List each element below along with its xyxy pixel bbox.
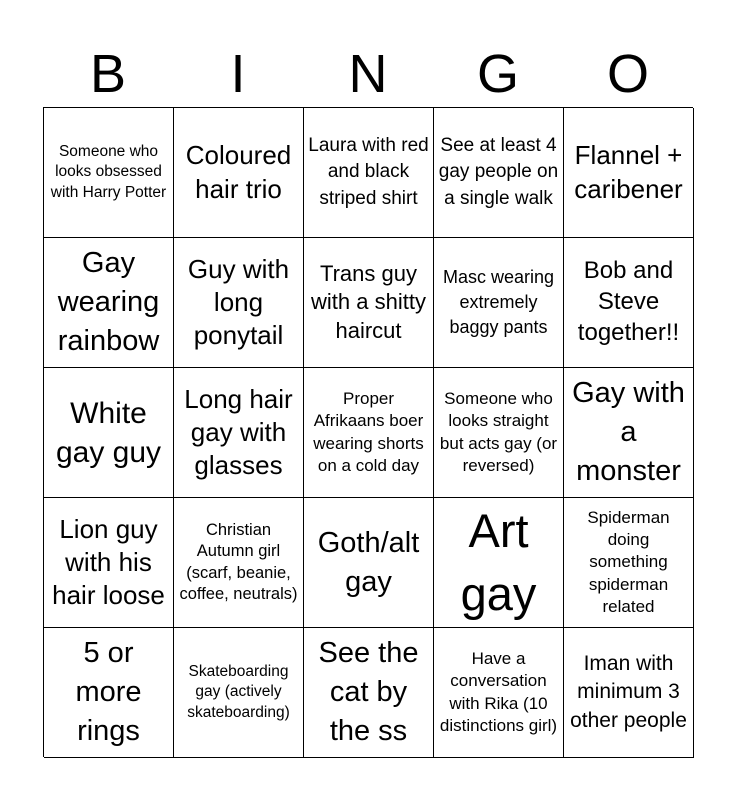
cell-text: Skateboarding gay (actively skateboarding) xyxy=(187,663,290,721)
cell-text: See at least 4 gay people on a single walk xyxy=(438,135,559,209)
bingo-cell[interactable] xyxy=(44,628,174,758)
cell-text: Spiderman doing something spiderman related xyxy=(587,508,670,616)
bingo-cell[interactable] xyxy=(44,368,174,498)
cell-text: Lion guy with his hair loose xyxy=(52,513,165,611)
bingo-cell[interactable] xyxy=(174,108,304,238)
bingo-cell[interactable] xyxy=(564,498,694,628)
cell-text: Goth/alt gay xyxy=(317,526,420,598)
header-letter-i: I xyxy=(230,44,246,104)
bingo-cell[interactable] xyxy=(44,498,174,628)
cell-text: Iman with minimum 3 other people xyxy=(570,652,687,732)
bingo-cell[interactable] xyxy=(564,368,694,498)
cell-text: Masc wearing extremely baggy pants xyxy=(442,267,555,337)
bingo-cell[interactable] xyxy=(564,238,694,368)
cell-text: Long hair gay with glasses xyxy=(184,383,293,481)
bingo-cell[interactable] xyxy=(564,108,694,238)
bingo-cell[interactable] xyxy=(174,628,304,758)
header-letter-o: O xyxy=(606,44,649,104)
bingo-header xyxy=(43,40,693,108)
cell-text: White gay guy xyxy=(55,396,162,469)
cell-text: 5 or more rings xyxy=(75,637,142,747)
cell-text: Proper Afrikaans boer wearing shorts on a cold day xyxy=(313,389,424,475)
bingo-cell[interactable] xyxy=(434,108,564,238)
bingo-cell[interactable] xyxy=(564,628,694,758)
cell-text: Coloured hair trio xyxy=(185,140,292,204)
cell-text: Laura with red and black striped shirt xyxy=(308,135,429,209)
bingo-cell[interactable] xyxy=(434,238,564,368)
cell-text: Guy with long ponytail xyxy=(187,253,290,351)
bingo-cell[interactable] xyxy=(434,368,564,498)
cell-text: Art gay xyxy=(460,504,537,620)
bingo-cell[interactable] xyxy=(174,498,304,628)
bingo-cell[interactable] xyxy=(44,238,174,368)
bingo-grid xyxy=(43,107,693,757)
bingo-cell[interactable] xyxy=(174,238,304,368)
bingo-cell[interactable] xyxy=(44,108,174,238)
cell-text: Christian Autumn girl (scarf, beanie, coffee, neutrals) xyxy=(179,520,298,603)
bingo-cell[interactable] xyxy=(304,498,434,628)
bingo-cell[interactable] xyxy=(434,628,564,758)
header-letter-n: N xyxy=(348,44,388,104)
cell-text: Bob and Steve together!! xyxy=(577,257,680,346)
cell-text: Someone who looks straight but acts gay (or reversed) xyxy=(439,389,558,475)
cell-text: Someone who looks obsessed with Harry Potter xyxy=(50,143,167,201)
header-letter-g: G xyxy=(476,44,519,104)
bingo-cell[interactable] xyxy=(434,498,564,628)
cell-text: Have a conversation with Rika (10 distinctions girl) xyxy=(439,649,558,735)
cell-text: See the cat by the ss xyxy=(318,637,419,747)
bingo-cell[interactable] xyxy=(304,628,434,758)
cell-text: Flannel + caribener xyxy=(574,140,683,204)
bingo-cell[interactable] xyxy=(304,238,434,368)
cell-text: Gay wearing rainbow xyxy=(57,247,160,357)
bingo-cell[interactable] xyxy=(174,368,304,498)
bingo-cell[interactable] xyxy=(304,368,434,498)
cell-text: Gay with a monster xyxy=(572,377,685,487)
header-letter-b: B xyxy=(89,44,127,104)
cell-text: Trans guy with a shitty haircut xyxy=(311,260,426,343)
bingo-cell[interactable] xyxy=(304,108,434,238)
